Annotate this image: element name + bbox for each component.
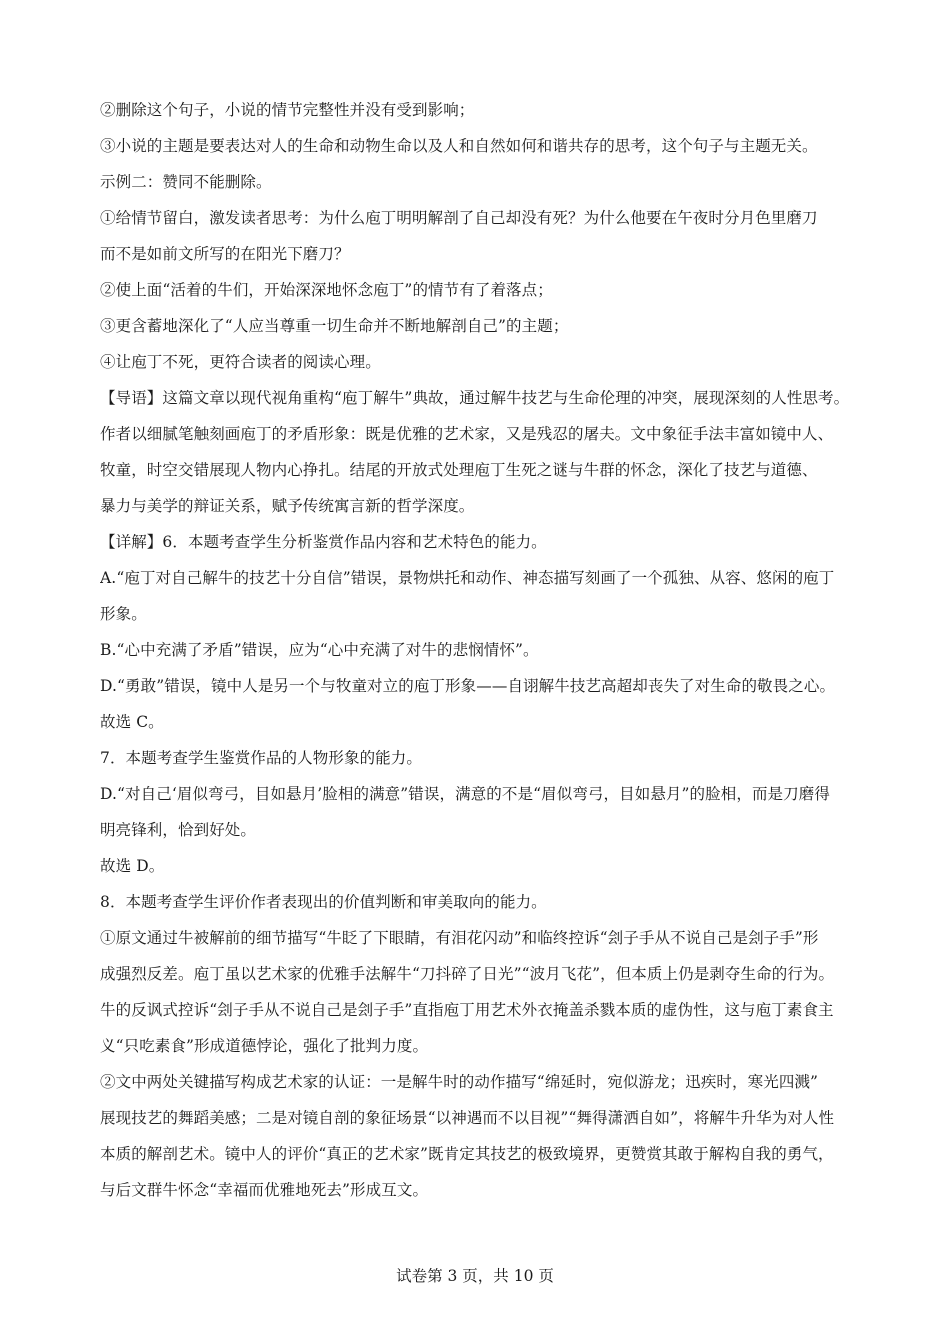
text-line: ③小说的主题是要表达对人的生命和动物生命以及人和自然如何和谐共存的思考，这个句子与主题无关。 (100, 137, 818, 155)
text-line: ①原文通过牛被解前的细节描写“牛眨了下眼睛，有泪花闪动”和临终控诉“刽子手从不说自己是刽子手”形 (100, 929, 819, 947)
text-line: 义“只吃素食”形成道德悖论，强化了批判力度。 (100, 1037, 429, 1055)
text-line: 形象。 (100, 605, 147, 623)
guide-paragraph-line: 暴力与美学的辩证关系，赋予传统寓言新的哲学深度。 (100, 497, 475, 515)
text-line: 示例二：赞同不能删除。 (100, 173, 272, 191)
text-line: D.“对自己‘眉似弯弓，目如悬月’脸相的满意”错误，满意的不是“眉似弯弓，目如悬月”的脸相，而是刀磨得 (100, 785, 830, 803)
guide-paragraph-line: 牧童，时空交错展现人物内心挣扎。结尾的开放式处理庖丁生死之谜与牛群的怀念，深化了技艺与道德、 (100, 461, 818, 479)
text-line: ②删除这个句子，小说的情节完整性并没有受到影响； (100, 101, 475, 119)
text-line: ②文中两处关键描写构成艺术家的认证：一是解牛时的动作描写“绵延时，宛似游龙；迅疾时，寒光四溅” (100, 1073, 819, 1091)
question-heading-line: 7．本题考查学生鉴赏作品的人物形象的能力。 (100, 749, 422, 767)
detail-heading-line: 【详解】6．本题考查学生分析鉴赏作品内容和艺术特色的能力。 (100, 533, 547, 551)
text-line: ③更含蓄地深化了“人应当尊重一切生命并不断地解剖自己”的主题； (100, 317, 569, 335)
text-line: 展现技艺的舞蹈美感；二是对镜自剖的象征场景“以神遇而不以目视”“舞得潇洒自如”，将解牛升华为对人性 (100, 1109, 835, 1127)
text-line: D.“勇敢”错误，镜中人是另一个与牧童对立的庖丁形象——自诩解牛技艺高超却丧失了对生命的敬畏之心。 (100, 677, 836, 695)
question-heading-line: 8．本题考查学生评价作者表现出的价值判断和审美取向的能力。 (100, 893, 547, 911)
answer-choice-line: 故选 D。 (100, 857, 165, 875)
text-line: 而不是如前文所写的在阳光下磨刀？ (100, 245, 350, 263)
page-number-footer: 试卷第 3 页，共 10 页 (396, 1267, 554, 1285)
answer-text-block (100, 92, 860, 1208)
answer-choice-line: 故选 C。 (100, 713, 164, 731)
text-line: 本质的解剖艺术。镜中人的评价“真正的艺术家”既肯定其技艺的极致境界，更赞赏其敢于解构自我的勇气， (100, 1145, 834, 1163)
text-line: ④让庖丁不死，更符合读者的阅读心理。 (100, 353, 381, 371)
text-line: 成强烈反差。庖丁虽以艺术家的优雅手法解牛“刀抖碎了日光”“波月飞花”，但本质上仍是剥夺生命的行为。 (100, 965, 835, 983)
text-line: ①给情节留白，激发读者思考：为什么庖丁明明解剖了自己却没有死？为什么他要在午夜时分月色里磨刀 (100, 209, 818, 227)
guide-paragraph-line: 【导语】这篇文章以现代视角重构“庖丁解牛”典故，通过解牛技艺与生命伦理的冲突，展现深刻的人性思考。 (100, 389, 850, 407)
text-line: B.“心中充满了矛盾”错误，应为“心中充满了对牛的悲悯情怀”。 (100, 641, 539, 659)
text-line: ②使上面“活着的牛们，开始深深地怀念庖丁”的情节有了着落点； (100, 281, 553, 299)
text-line: A.“庖丁对自己解牛的技艺十分自信”错误，景物烘托和动作、神态描写刻画了一个孤独、从容、悠闲的庖丁 (100, 569, 835, 587)
text-line: 与后文群牛怀念“幸福而优雅地死去”形成互文。 (100, 1181, 429, 1199)
text-line: 牛的反讽式控诉“刽子手从不说自己是刽子手”直指庖丁用艺术外衣掩盖杀戮本质的虚伪性，这与庖丁素食主 (100, 1001, 834, 1019)
text-line: 明亮锋利，恰到好处。 (100, 821, 257, 839)
guide-paragraph-line: 作者以细腻笔触刻画庖丁的矛盾形象：既是优雅的艺术家，又是残忍的屠夫。文中象征手法丰富如镜中人、 (100, 425, 834, 443)
